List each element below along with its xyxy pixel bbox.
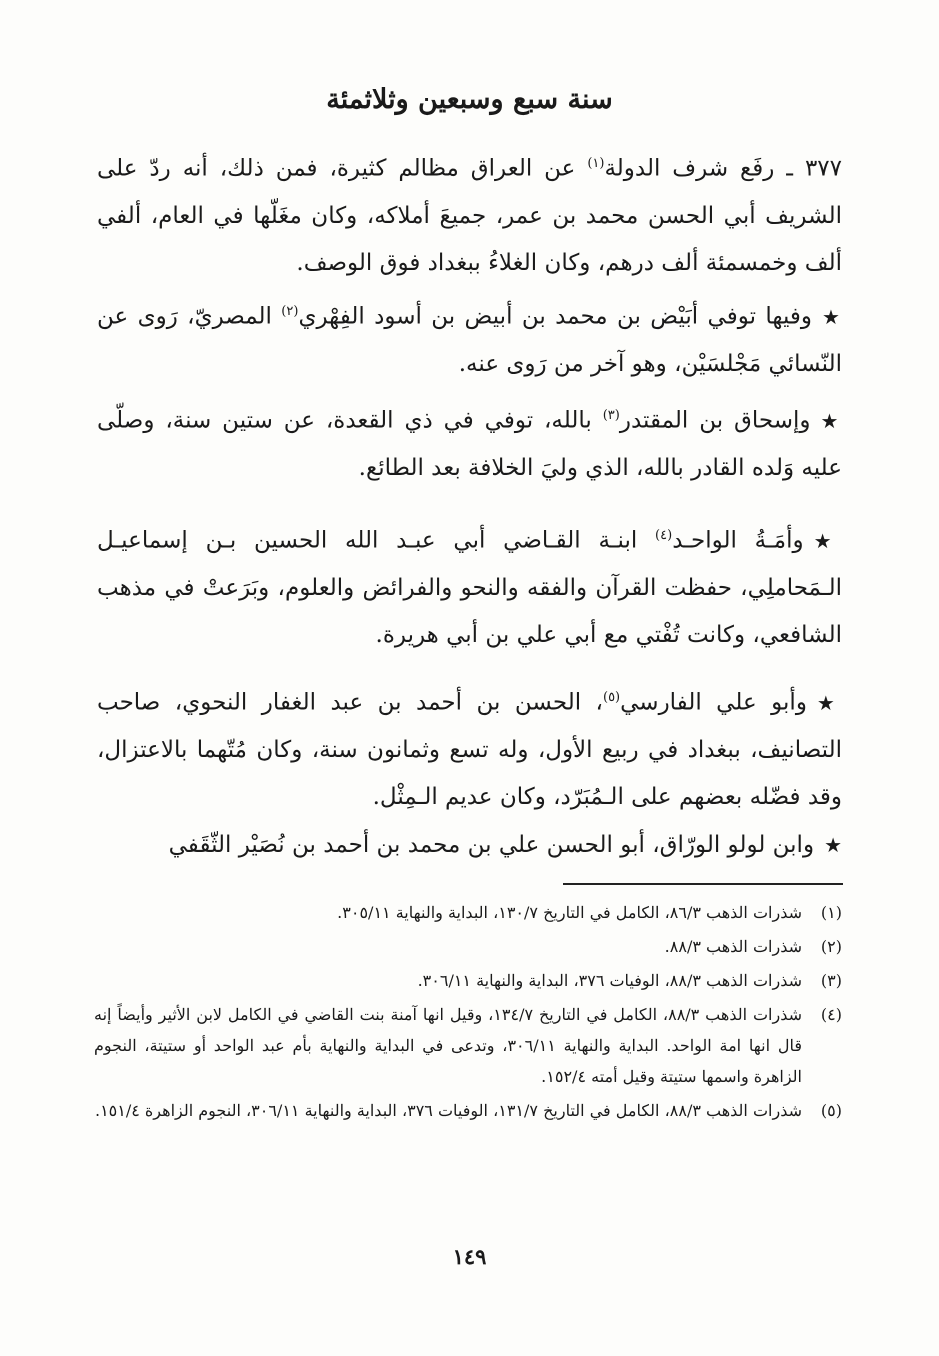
footnote-item [94, 897, 842, 928]
entry-paragraph-ishaq [97, 392, 842, 492]
entry-text: وأمَـةُ الواحـد [672, 527, 804, 554]
footnote-number: (٥) [820, 1101, 842, 1120]
footnote-text: شذرات الذهب ٨٨/٣، الكامل في التاريخ ١٣١/٧، الوفيات ٣٧٦، البداية والنهاية ٣٠٦/١١، النجوم الزاهرة ١٥١/٤. [94, 1101, 802, 1120]
footnote-ref: (٢) [281, 304, 299, 319]
entry-text: بالله، توفي في ذي القعدة، عن ستين سنة، وصلّى عليه وَلده القادر بالله، الذي وليَ الخلافة بعد الطائع. [97, 407, 842, 481]
entry-text: وأبو علي الفارسي [620, 689, 807, 716]
entry-paragraph-377 [97, 140, 842, 287]
footnote-ref: (٤) [655, 528, 673, 543]
entry-paragraph-ibn-lulu [97, 822, 842, 869]
star-marker: ★ [822, 304, 842, 329]
footnote-ref: (٥) [602, 690, 621, 705]
entry-text: ابنـة القـاضي أبي عبـد الله الحسين بـن إسماعيـل الـمَحاملِي، حفظت القرآن والفقه والنحو والفرائض والعلوم، وبَرَعتْ في مذهب الشافعي، وكانت تُفْتي مع أبي علي بن أبي هريرة. [97, 527, 842, 648]
footnote-number: (٢) [820, 937, 842, 956]
footnotes-list [94, 897, 842, 1129]
entry-text: وابن لولو الورّاق، أبو الحسن علي بن محمد بن أحمد بن نُصَيْر الثّقَفي [168, 832, 815, 858]
entry-text: وإسحاق بن المقتدر [619, 407, 811, 434]
footnote-number: (٣) [820, 971, 842, 990]
footnote-number: (١) [820, 903, 842, 922]
entry-text: عن العراق مظالم كثيرة، فمن ذلك، أنه ردّ على الشريف أبي الحسن محمد بن عمر، جميعَ أملاكه، وكان مغَلّها في العام، ألفي ألف وخمسمئة ألف درهم، وكان الغلاءُ ببغداد فوق الوصف. [97, 155, 842, 276]
entry-text: المصريّ، رَوى عن النّسائي مَجْلسَيْن، وهو آخر من رَوى عنه. [97, 303, 842, 377]
entry-text: وفيها توفي أبَيْض بن محمد بن أبيض بن أسود الفِهْري [298, 303, 812, 330]
entry-paragraph-farisi [97, 674, 842, 821]
star-marker: ★ [824, 833, 842, 857]
entry-text: ، الحسن بن أحمد بن عبد الغفار النحوي، صاحب التصانيف، ببغداد في ربيع الأول، وله تسع وثمانون سنة، وكان مُتّهما بالاعتزال، وقد فضّله بعضهم على الـمُبَرّد، وكان عديم الـمِثْل. [97, 689, 842, 810]
footnote-item [94, 999, 842, 1092]
star-marker: ★ [820, 408, 843, 433]
footnote-item [94, 931, 842, 962]
entry-paragraph-amat-alwahid [97, 512, 842, 659]
footnote-item [94, 1095, 842, 1126]
star-marker: ★ [816, 690, 842, 715]
footnote-text: شذرات الذهب ٨٨/٣. [664, 937, 802, 956]
page-number: ١٤٩ [452, 1244, 487, 1269]
footnote-separator [563, 883, 843, 885]
footnote-item [94, 965, 842, 996]
footnote-ref: (١) [587, 156, 605, 171]
footnote-text: شذرات الذهب ٨٨/٣، الكامل في التاريخ ١٣٤/٧، وقيل انها آمنة بنت القاضي في الكامل لابن الأثير وأيضاً إنه قال انها امة الواحد. البداية والنهاية ٣٠٦/١١، وتدعى في البداية والنهاية بأم عبد الواحد أو ستيتة، النجوم الزاهرة واسمها ستيتة وقيل أمته ١٥٢/٤. [94, 1005, 802, 1086]
entry-text: ٣٧٧ ـ رفَع شرف الدولة [604, 155, 843, 182]
footnote-text: شذرات الذهب ٨٨/٣، الوفيات ٣٧٦، البداية والنهاية ٣٠٦/١١. [417, 971, 802, 990]
footnote-ref: (٣) [602, 408, 620, 423]
footnote-text: شذرات الذهب ٨٦/٣، الكامل في التاريخ ١٣٠/٧، البداية والنهاية ٣٠٥/١١. [337, 903, 802, 922]
star-marker: ★ [813, 528, 842, 553]
entry-paragraph-abyad [97, 288, 842, 388]
footnote-number: (٤) [820, 1005, 842, 1024]
page-title: سنة سبع وسبعين وثلاثمئة [326, 84, 613, 115]
